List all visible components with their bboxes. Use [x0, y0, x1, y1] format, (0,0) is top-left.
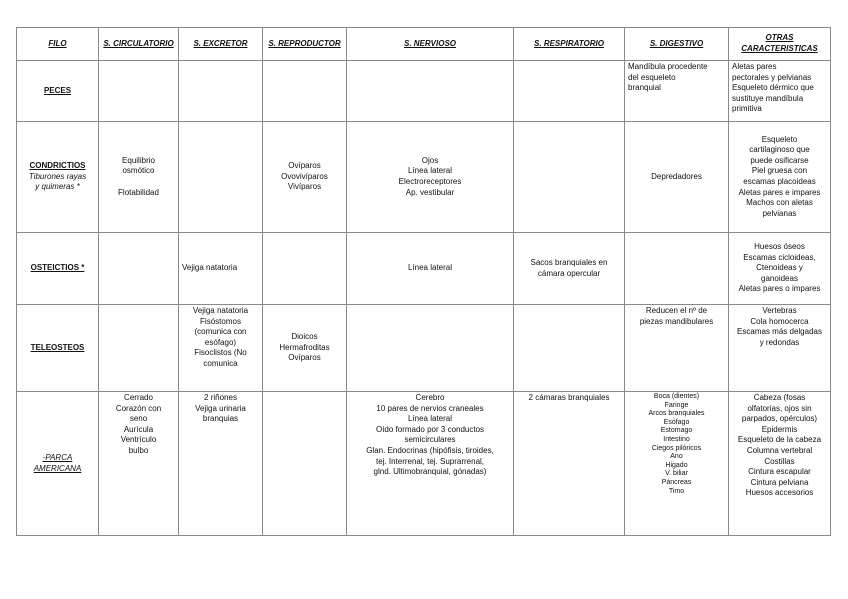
cell-line: osmótico — [122, 166, 155, 176]
row-teleosteos — [17, 305, 831, 392]
cell-line: Cerebro — [415, 393, 445, 402]
filo-name: PECES — [43, 85, 72, 95]
cell-line: cámara opercular — [537, 268, 601, 278]
cell-reproductor — [263, 392, 347, 536]
cell-line: Timo — [668, 487, 685, 495]
cell-line: Oído formado por 3 conductos — [375, 424, 485, 434]
cell-respiratorio — [514, 305, 625, 392]
cell-reproductor — [263, 305, 347, 392]
cell-excretor — [179, 61, 263, 122]
filo-name: TELEOSTEOS — [30, 342, 85, 352]
cell-line: y redondas — [759, 337, 800, 347]
cell-line: Epidermis — [761, 424, 798, 434]
cell-line: Vejiga urinaria — [195, 403, 246, 413]
cell-respiratorio — [514, 61, 625, 122]
cell-line: Columna vertebral — [746, 445, 813, 455]
cell-line: Ojos — [421, 155, 439, 165]
cell-circulatorio — [99, 305, 179, 392]
header-respiratorio: S. RESPIRATORIO — [514, 28, 625, 61]
cell-line: Corazón con — [115, 403, 162, 413]
cell-line: Vejiga natatoria — [192, 306, 249, 315]
cell-excretor — [179, 122, 263, 233]
cell-line: parpados, opérculos) — [741, 414, 818, 424]
cell-line: Línea lateral — [407, 166, 453, 176]
cell-line: Escamas más delgadas — [737, 327, 822, 337]
cell-line: Escamas cicloideas, — [743, 252, 816, 262]
header-excretor: S. EXCRETOR — [179, 28, 263, 61]
cell-line: branquial — [628, 83, 661, 93]
cell-line: Faringe — [664, 401, 689, 409]
cell-line: Electroreceptores — [398, 177, 462, 186]
cell-line: Mandíbula procedente — [628, 62, 708, 71]
cell-line: sustituye mandíbula — [732, 93, 804, 103]
cell-line: 2 cámaras branquiales — [528, 393, 610, 402]
cell-line: Huesos accesorios — [745, 488, 814, 498]
cell-line: seno — [129, 414, 148, 424]
classification-table — [16, 27, 831, 536]
header-otras: OTRAS CARACTERISTICAS — [729, 28, 831, 61]
filo-teleosteos — [17, 305, 99, 392]
cell-digestivo — [625, 233, 729, 305]
cell-line: Vivíparos — [287, 182, 322, 192]
cell-line: Esófago — [663, 418, 690, 426]
cell-line: Dioicos — [291, 332, 318, 342]
filo-name: OSTEICTIOS * — [30, 263, 85, 273]
cell-line — [102, 177, 175, 188]
cell-line: Costillas — [764, 456, 795, 466]
cell-line: Cabeza (fosas — [753, 393, 806, 402]
cell-reproductor — [263, 233, 347, 305]
cell-line: primitiva — [732, 104, 762, 114]
cell-otras — [729, 122, 831, 233]
row-peces — [17, 61, 831, 122]
cell-line: (comunica con — [194, 327, 247, 337]
cell-line: Aurícula — [123, 424, 154, 434]
cell-line: Esqueleto — [761, 134, 798, 144]
cell-line: Aletas pares e impares — [738, 187, 821, 197]
header-reproductor: S. REPRODUCTOR — [263, 28, 347, 61]
cell-line: V. biliar — [665, 470, 688, 478]
cell-line: Ovíparos — [288, 161, 321, 171]
cell-line: tej. Interrenal, tej. Suprarrenal, — [375, 456, 485, 466]
cell-line: Equilibrio — [122, 155, 155, 165]
cell-line: Ovíparos — [288, 353, 321, 363]
cell-circulatorio — [99, 233, 179, 305]
cell-line: Esqueleto de la cabeza — [737, 435, 822, 445]
cell-line: Boca (dientes) — [653, 393, 700, 400]
cell-line: Estomago — [660, 427, 693, 435]
row-osteictios — [17, 233, 831, 305]
cell-digestivo — [625, 305, 729, 392]
cell-line: Cintura escapular — [748, 467, 811, 477]
cell-line: 2 riñones — [204, 393, 237, 402]
cell-line: comunica — [203, 358, 238, 368]
cell-line: Aletas pares — [732, 62, 777, 71]
cell-line: Cerrado — [124, 393, 153, 402]
cell-line: pectorales y pelvianas — [732, 72, 812, 82]
header-row — [17, 28, 831, 61]
cell-line: Cola homocerca — [750, 316, 809, 326]
cell-line: Higado — [665, 461, 688, 469]
cell-line: y quimeras * — [35, 182, 80, 192]
cell-line: 10 pares de nervios craneales — [376, 403, 484, 413]
cell-line: Piel gruesa con — [751, 166, 808, 176]
cell-line: Ciegos pilóricos — [651, 444, 702, 452]
cell-line: semicirculares — [404, 435, 456, 445]
cell-line: Reducen el nº de — [645, 306, 708, 315]
header-circulatorio: S. CIRCULATORIO — [99, 28, 179, 61]
cell-circulatorio — [99, 122, 179, 233]
cell-line: Glan. Endocrinas (hipófisis, tiroides, — [366, 445, 494, 455]
cell-reproductor — [263, 122, 347, 233]
cell-line: Huesos óseos — [754, 242, 805, 252]
cell-line: Ano — [670, 453, 683, 461]
cell-digestivo — [625, 122, 729, 233]
cell-line: Cintura pelviana — [750, 477, 809, 487]
cell-line: Ap. vestibular — [405, 187, 455, 197]
cell-line: Depredadores — [651, 171, 702, 181]
cell-line: pelvianas — [762, 208, 797, 218]
cell-line: olfatorias, ojos sin — [747, 403, 812, 413]
cell-line: Intestino — [663, 435, 690, 443]
cell-line: Hermafroditas — [279, 342, 330, 352]
header-nervioso: S. NERVIOSO — [347, 28, 514, 61]
filo-parca — [17, 392, 99, 536]
filo-condrictios — [17, 122, 99, 233]
cell-otras — [729, 305, 831, 392]
cell-excretor — [179, 305, 263, 392]
cell-line: Arcos branquiales — [648, 410, 705, 418]
cell-line: Fisóstomos — [200, 316, 241, 326]
row-parca — [17, 392, 831, 536]
cell-line: del esqueleto — [628, 72, 676, 82]
cell-line: Fisoclistos (No — [194, 348, 247, 358]
cell-digestivo — [625, 392, 729, 536]
cell-line: ganoideas — [761, 273, 798, 283]
cell-line: Ctenoideas y — [756, 263, 803, 273]
cell-line: Vejiga natatoria — [182, 263, 238, 273]
filo-sub — [20, 172, 95, 193]
cell-line: glnd. Ultimobranquial, gónadas) — [373, 467, 487, 477]
cell-line: Aletas pares o impares — [738, 284, 821, 294]
cell-line: Flotabilidad — [118, 187, 159, 197]
cell-line: Esqueleto dérmico que — [732, 83, 814, 93]
cell-line: Línea lateral — [407, 263, 453, 273]
cell-line: Vertebras — [762, 306, 797, 315]
cell-digestivo — [625, 61, 729, 122]
cell-line: Ventrículo — [120, 435, 157, 445]
row-condrictios — [17, 122, 831, 233]
cell-respiratorio — [514, 392, 625, 536]
cell-excretor — [179, 392, 263, 536]
cell-circulatorio — [99, 61, 179, 122]
cell-otras — [729, 233, 831, 305]
cell-line: puede osificarse — [750, 155, 809, 165]
cell-nervioso — [347, 122, 514, 233]
cell-otras — [729, 61, 831, 122]
cell-line: piezas mandibulares — [639, 316, 714, 326]
filo-name: -PARCA AMERICANA — [33, 452, 82, 473]
cell-nervioso — [347, 392, 514, 536]
cell-excretor — [179, 233, 263, 305]
cell-respiratorio — [514, 233, 625, 305]
filo-osteictios — [17, 233, 99, 305]
cell-line: Tiburones rayas — [28, 171, 87, 181]
cell-line: cartilaginoso que — [749, 145, 810, 155]
cell-nervioso — [347, 61, 514, 122]
cell-line: escamas placoideas — [743, 177, 816, 186]
cell-respiratorio — [514, 122, 625, 233]
cell-line: esófago) — [204, 337, 237, 347]
cell-line: bulbo — [128, 445, 149, 455]
cell-otras — [729, 392, 831, 536]
cell-line: Sacos branquiales en — [530, 257, 608, 267]
cell-nervioso — [347, 233, 514, 305]
filo-peces — [17, 61, 99, 122]
cell-line: Páncreas — [661, 478, 692, 486]
cell-nervioso — [347, 305, 514, 392]
cell-line: Línea lateral — [407, 414, 453, 424]
cell-reproductor — [263, 61, 347, 122]
cell-line: Machos con aletas — [746, 198, 813, 208]
cell-circulatorio — [99, 392, 179, 536]
cell-line: Ovovivíparos — [281, 171, 328, 181]
filo-name: CONDRICTIOS — [29, 161, 86, 171]
header-digestivo: S. DIGESTIVO — [625, 28, 729, 61]
cell-line: branquias — [202, 414, 239, 424]
header-filo: FILO — [17, 28, 99, 61]
